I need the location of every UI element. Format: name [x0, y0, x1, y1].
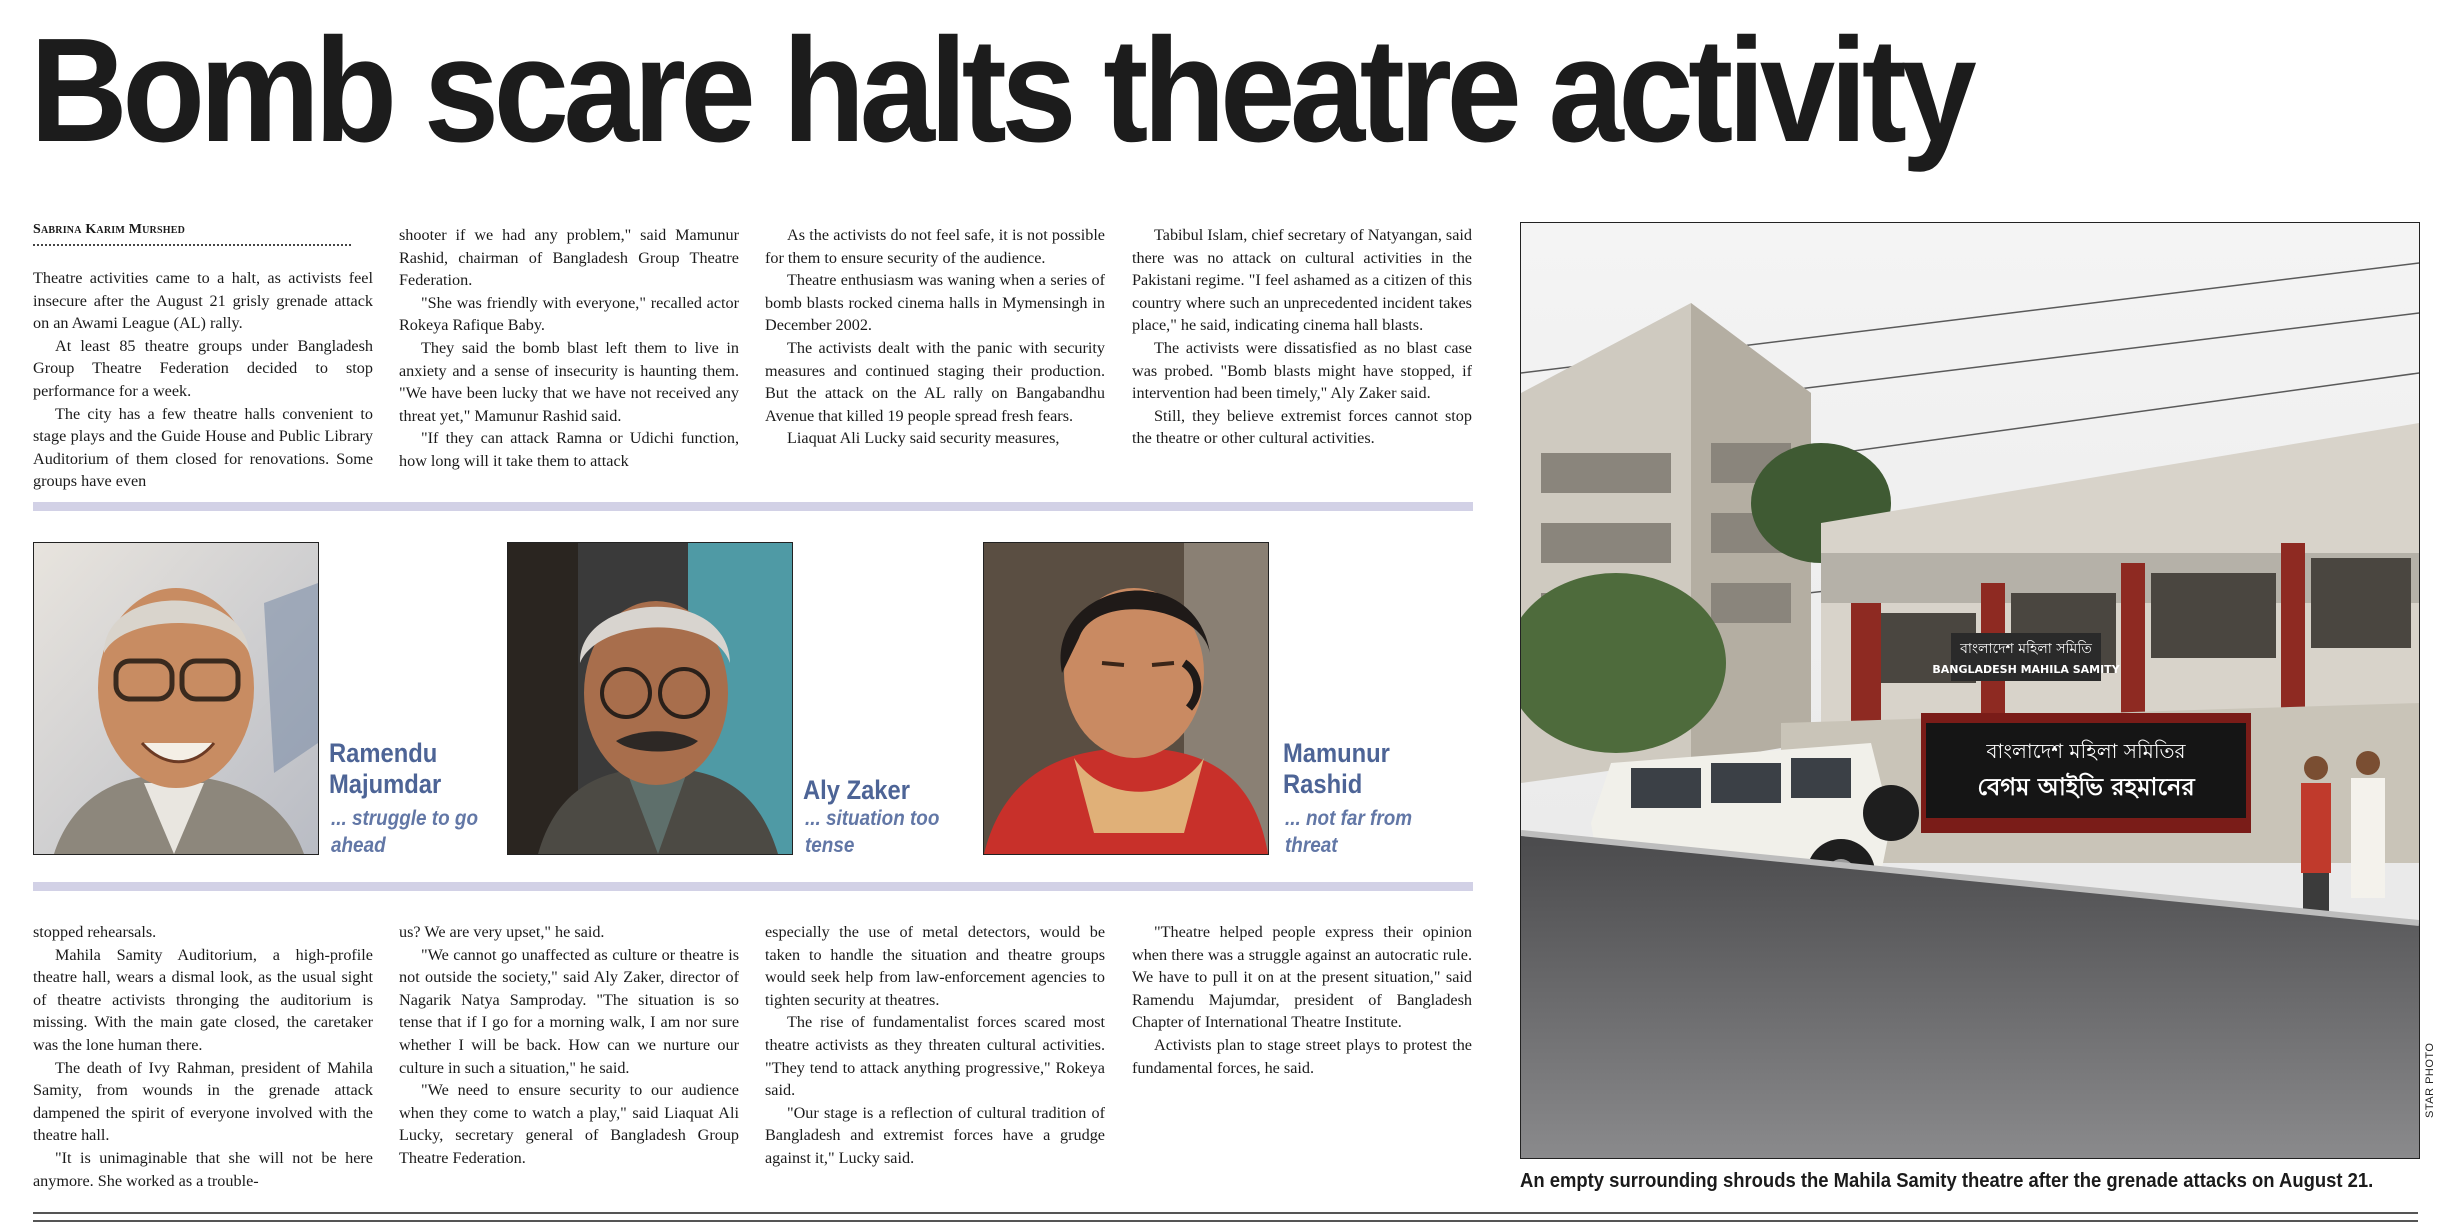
paragraph: As the activists do not feel safe, it is not possible for them to ensure security of the audience.: [765, 226, 1105, 267]
portrait-name: [329, 738, 441, 800]
paragraph: "It is unimaginable that she will not be here anymore. She worked as a trouble-: [33, 1148, 373, 1190]
paragraph: "She was friendly with everyone," recalled actor Rokeya Rafique Baby.: [399, 293, 739, 335]
portrait-aly-zaker: [507, 542, 793, 855]
paragraph: The city has a few theatre halls convenient to stage plays and the Guide House and Public Library Auditorium of them closed for renovations. Some groups have even: [33, 404, 373, 491]
sign-english-text: BANGLADESH MAHILA SAMITY: [1932, 663, 2120, 676]
top-column-3: [765, 224, 1105, 495]
bottom-column-2: [399, 921, 739, 1197]
portrait-quote-line: ... struggle to go: [331, 807, 478, 830]
footer-rule: [33, 1212, 2418, 1214]
portrait-name: [1283, 738, 1390, 800]
wall-text-1: বাংলাদেশ মহিলা সমিতির: [1986, 739, 2186, 763]
paragraph: At least 85 theatre groups under Bangladesh Group Theatre Federation decided to stop performance for a week.: [33, 336, 373, 400]
paragraph: Theatre enthusiasm was waning when a series of bomb blasts rocked cinema halls in Mymensingh in December 2002.: [765, 271, 1105, 335]
photo-credit: STAR PHOTO: [2424, 1042, 2436, 1118]
footer-rule: [33, 1220, 2418, 1222]
byline: Sabrina Karim Murshed: [33, 222, 185, 237]
portrait-name-line: Aly Zaker: [803, 775, 910, 805]
top-column-2: [399, 224, 739, 495]
portrait-name-line: Rashid: [1283, 769, 1363, 799]
paragraph: shooter if we had any problem," said Mamunur Rashid, chairman of Bangladesh Group Theatre Federation.: [399, 226, 739, 290]
paragraph: Activists plan to stage street plays to protest the fundamental forces, he said.: [1132, 1035, 1472, 1077]
wall-text-2: বেগম আইভি রহমানের: [1977, 773, 2195, 801]
paragraph: Theatre activities came to a halt, as activists feel insecure after the August 21 grisly grenade attack on an Awami League (AL) rally.: [33, 269, 373, 333]
portrait-name-line: Mamunur: [1283, 738, 1390, 768]
bottom-column-4: [1132, 921, 1472, 1197]
paragraph: Liaquat Ali Lucky said security measures,: [787, 429, 1060, 448]
bottom-column-3: [765, 921, 1105, 1197]
paragraph: The activists dealt with the panic with security measures and continued staging their production. But the attack on the AL rally on Bangabandhu Avenue that killed 19 people spread fresh fears.: [765, 338, 1105, 425]
portrait-quote-line: threat: [1285, 834, 1338, 857]
portrait-quote-line: tense: [805, 834, 855, 857]
portrait-name-line: Ramendu: [329, 738, 438, 768]
top-column-1: [33, 267, 373, 495]
paragraph: us? We are very upset," he said.: [399, 923, 605, 941]
paragraph: Still, they believe extremist forces cannot stop the theatre or other cultural activities.: [1132, 406, 1472, 448]
bottom-column-1: [33, 921, 373, 1197]
top-column-4: [1132, 224, 1472, 495]
paragraph: The death of Ivy Rahman, president of Mahila Samity, from wounds in the grenade attack dampened the spirit of everyone involved with the theatre hall.: [33, 1058, 373, 1145]
section-divider-top: [33, 502, 1473, 511]
paragraph: The activists were dissatisfied as no blast case was probed. "Bomb blasts might have stopped, if intervention had been timely," Aly Zaker said.: [1132, 338, 1472, 403]
paragraph: "We cannot go unaffected as culture or theatre is not outside the society," said Aly Zaker, director of Nagarik Natya Samproday. "The situation is so tense that if I go for a morning walk, I am nor sure whether I will be back. How can we nurture our culture in such a situation," he said.: [399, 945, 739, 1077]
byline-divider: [33, 244, 351, 246]
paragraph: "We need to ensure security to our audience when they come to watch a play," said Liaquat Ali Lucky, secretary general of Bangladesh Group Theatre Federation.: [399, 1081, 739, 1167]
paragraph: "If they can attack Ramna or Udichi function, how long will it take them to attack: [399, 429, 739, 470]
portrait-name: [803, 775, 910, 806]
portrait-quote: [331, 805, 478, 859]
portrait-quote-line: ... not far from: [1285, 807, 1413, 830]
portrait-ramendu-majumdar: [33, 542, 319, 855]
portrait-quote-line: ... situation too: [805, 807, 940, 830]
sign-bengali-text: বাংলাদেশ মহিলা সমিতি: [1960, 641, 2092, 657]
section-divider-bottom: [33, 882, 1473, 891]
portrait-name-line: Majumdar: [329, 769, 442, 799]
photo-caption: An empty surrounding shrouds the Mahila Samity theatre after the grenade attacks on August 21.: [1520, 1169, 2374, 1192]
portrait-quote: [1285, 805, 1412, 859]
headline: Bomb scare halts theatre activity: [30, 8, 1972, 173]
paragraph: They said the bomb blast left them to live in anxiety and a sense of insecurity is haunting them. "We have been lucky that we have not received any threat yet," Mamunur Rashid said.: [399, 338, 739, 425]
portrait-quote: [805, 805, 939, 859]
main-photo-mahila-samity: [1520, 222, 2420, 1159]
paragraph: The rise of fundamentalist forces scared most theatre activists as they threaten cultural activities. "They tend to attack anything progressive," Rokeya said.: [765, 1013, 1105, 1100]
paragraph: "Theatre helped people express their opinion when there was a struggle against an autocratic rule. We have to pull it on at the present situation," said Ramendu Majumdar, president of Bangladesh Chapter of International Theatre Institute.: [1132, 923, 1472, 1032]
paragraph: stopped rehearsals.: [33, 923, 157, 941]
portrait-quote-line: ahead: [331, 834, 386, 857]
portrait-mamunur-rashid: [983, 542, 1269, 855]
paragraph: "Our stage is a reflection of cultural tradition of Bangladesh and extremist forces have a grudge against it," Lucky said.: [765, 1103, 1105, 1167]
paragraph: Tabibul Islam, chief secretary of Natyangan, said there was no attack on cultural activities in the Pakistani regime. "I feel ashamed as a citizen of this country where such an unprecedented incident takes place," he said, indicating cinema hall blasts.: [1132, 226, 1472, 335]
paragraph: Mahila Samity Auditorium, a high-profile theatre hall, wears a dismal look, as the usual sight of theatre activists thronging the auditorium is missing. With the main gate closed, the caretaker was the lone human there.: [33, 945, 373, 1054]
paragraph: especially the use of metal detectors, would be taken to handle the situation and theatre groups would seek help from law-enforcement agencies to tighten security at theatres.: [765, 923, 1105, 1009]
